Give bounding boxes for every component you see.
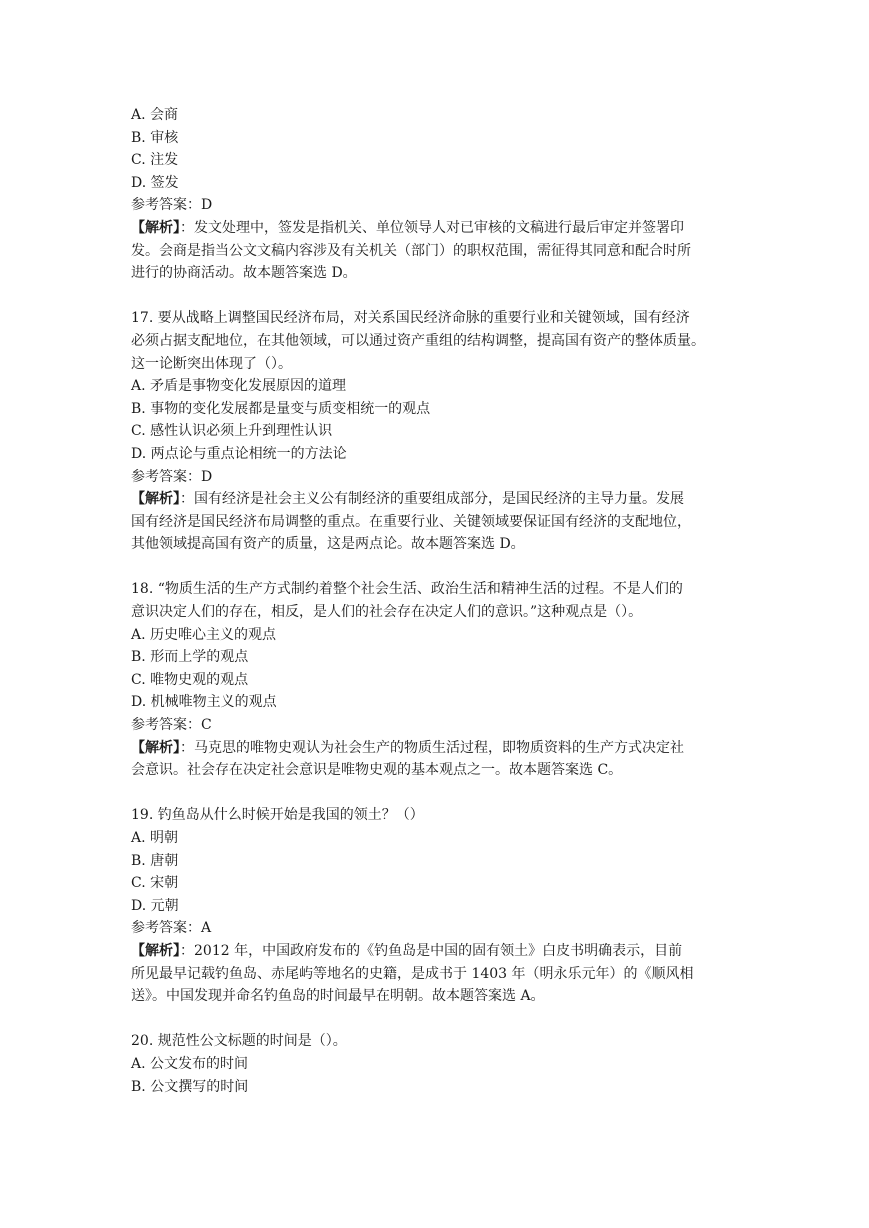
analysis-label: 【解析】 — [131, 739, 180, 756]
spacer — [131, 285, 741, 308]
analysis — [131, 940, 741, 1008]
option-b: B. 事物的变化发展都是量变与质变相统一的观点 — [131, 400, 431, 417]
question-stem-line: 20. 规范性公文标题的时间是（）。 — [131, 1033, 347, 1050]
option-b: B. 形而上学的观点 — [131, 649, 249, 666]
analysis-line: 进行的协商活动。故本题答案选 D。 — [131, 265, 357, 282]
analysis-line: 国有经济是国民经济布局调整的重点。在重要行业、关键领域要保证国有经济的支配地位， — [131, 513, 691, 530]
question-17 — [131, 307, 741, 556]
question-stem-line: 19. 钓鱼岛从什么时候开始是我国的领土？（） — [131, 807, 424, 824]
option-c: C. 感性认识必须上升到理性认识 — [131, 423, 333, 440]
option-b: B. 唐朝 — [131, 852, 179, 869]
option-d: D. 签发 — [131, 174, 179, 191]
analysis-line: ：2012 年，中国政府发布的《钓鱼岛是中国的固有领土》白皮书明确表示，目前 — [180, 942, 683, 959]
analysis — [131, 217, 741, 285]
answer: 参考答案：D — [131, 468, 213, 485]
analysis-line: 会意识。社会存在决定社会意识是唯物史观的基本观点之一。故本题答案选 C。 — [131, 762, 623, 779]
option-c: C. 唯物史观的观点 — [131, 671, 249, 688]
analysis-line: 其他领域提高国有资产的质量，这是两点论。故本题答案选 D。 — [131, 536, 525, 553]
spacer — [131, 782, 741, 805]
option-c: C. 注发 — [131, 152, 179, 169]
option-b: B. 审核 — [131, 129, 179, 146]
question-19 — [131, 804, 741, 1007]
analysis-line: ：发文处理中，签发是指机关、单位领导人对已审核的文稿进行最后审定并签署印 — [180, 219, 684, 236]
question-18 — [131, 578, 741, 781]
analysis-line: 所见最早记载钓鱼岛、赤尾屿等地名的史籍，是成书于 1403 年（明永乐元年）的《顺风相 — [131, 965, 694, 982]
analysis-line: ：国有经济是社会主义公有制经济的重要组成部分，是国民经济的主导力量。发展 — [180, 491, 684, 508]
option-c: C. 宋朝 — [131, 875, 179, 892]
question-stem-line: 意识决定人们的存在，相反，是人们的社会存在决定人们的意识。”这种观点是（）。 — [131, 604, 643, 621]
spacer — [131, 556, 741, 579]
spacer — [131, 1008, 741, 1031]
answer: 参考答案：C — [131, 717, 212, 734]
analysis — [131, 737, 741, 782]
option-d: D. 机械唯物主义的观点 — [131, 694, 277, 711]
question-16-tail — [131, 104, 741, 285]
option-a: A. 明朝 — [131, 830, 179, 846]
answer: 参考答案：D — [131, 197, 213, 214]
option-b: B. 公文撰写的时间 — [131, 1078, 249, 1095]
question-stem-line: 这一论断突出体现了（）。 — [131, 355, 292, 372]
option-a: A. 矛盾是事物变化发展原因的道理 — [131, 378, 347, 395]
document-page — [131, 104, 741, 1098]
analysis-line: ：马克思的唯物史观认为社会生产的物质生活过程，即物质资料的生产方式决定社 — [180, 739, 684, 756]
option-a: A. 会商 — [131, 107, 179, 123]
question-stem-line: 18. “物质生活的生产方式制约着整个社会生活、政治生活和精神生活的过程。不是人们的 — [131, 581, 683, 598]
analysis-label: 【解析】 — [131, 942, 180, 959]
analysis-line: 发。会商是指当公文文稿内容涉及有关机关（部门）的职权范围，需征得其同意和配合时所 — [131, 242, 691, 259]
option-d: D. 两点论与重点论相统一的方法论 — [131, 445, 347, 462]
option-a: A. 历史唯心主义的观点 — [131, 626, 277, 643]
option-a: A. 公文发布的时间 — [131, 1055, 249, 1072]
answer: 参考答案：A — [131, 920, 212, 937]
question-stem-line: 必须占据支配地位，在其他领域，可以通过资产重组的结构调整，提高国有资产的整体质量。 — [131, 332, 705, 349]
question-stem-line: 17. 要从战略上调整国民经济布局，对关系国民经济命脉的重要行业和关键领域，国有经济 — [131, 310, 690, 327]
analysis-label: 【解析】 — [131, 219, 180, 236]
analysis-label: 【解析】 — [131, 491, 180, 508]
analysis — [131, 488, 741, 556]
analysis-line: 送》。中国发现并命名钓鱼岛的时间最早在明朝。故本题答案选 A。 — [131, 988, 545, 1005]
question-20 — [131, 1030, 741, 1098]
option-d: D. 元朝 — [131, 897, 179, 914]
